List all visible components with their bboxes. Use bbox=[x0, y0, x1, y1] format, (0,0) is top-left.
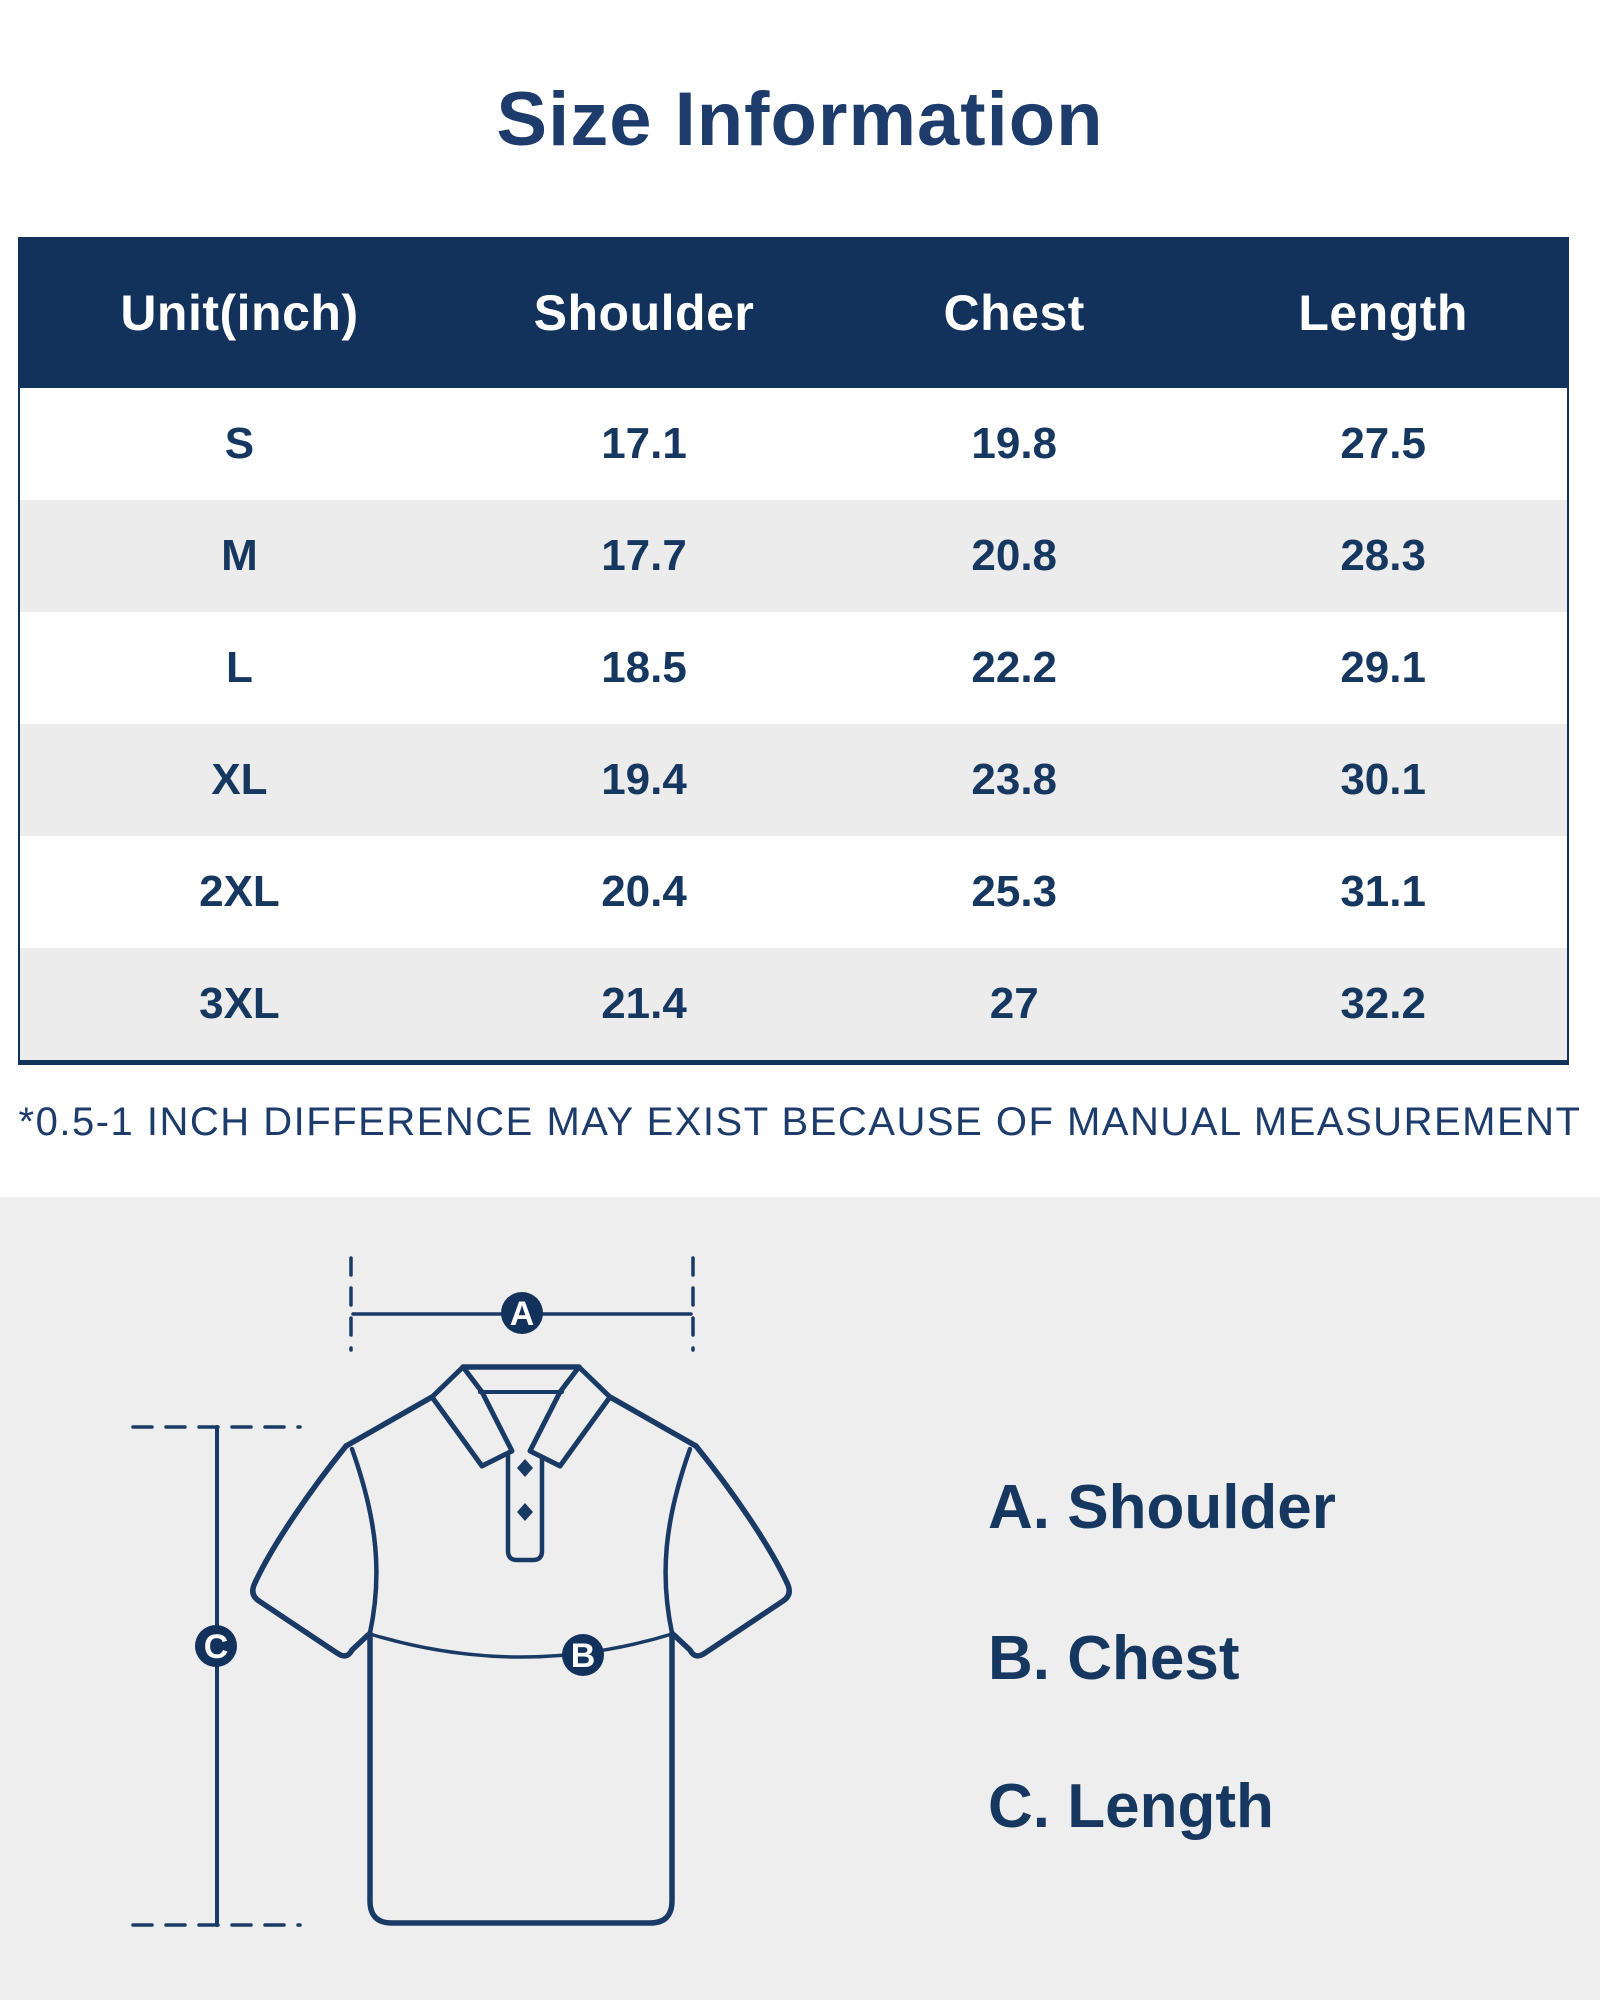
table-row bbox=[19, 612, 1568, 724]
button-top bbox=[517, 1459, 533, 1477]
polo-shirt-diagram bbox=[0, 1197, 1600, 2000]
size-label: 3XL bbox=[199, 979, 280, 1028]
length-badge-label: C bbox=[203, 1628, 229, 1666]
polo-shirt-outline bbox=[253, 1367, 789, 1923]
size-label: L bbox=[226, 643, 253, 692]
legend-chest: B. Chest bbox=[988, 1624, 1240, 1693]
chest-value: 23.8 bbox=[971, 755, 1058, 804]
legend-shoulder: A. Shoulder bbox=[988, 1473, 1336, 1542]
legend-length: C. Length bbox=[988, 1772, 1274, 1841]
shoulder-value: 17.7 bbox=[601, 531, 687, 580]
table-row bbox=[19, 948, 1568, 1063]
button-bottom bbox=[517, 1503, 533, 1521]
shoulder-value: 20.4 bbox=[601, 867, 687, 916]
measurement-note: *0.5-1 INCH DIFFERENCE MAY EXIST BECAUSE OF MANUAL MEASUREMENT bbox=[18, 1100, 1582, 1144]
length-value: 28.3 bbox=[1340, 531, 1426, 580]
chest-value: 22.2 bbox=[971, 643, 1058, 692]
size-label: 2XL bbox=[199, 867, 280, 916]
shoulder-value: 19.4 bbox=[601, 755, 687, 804]
length-value: 29.1 bbox=[1340, 643, 1426, 692]
table-row bbox=[19, 500, 1568, 612]
chest-value: 19.8 bbox=[971, 419, 1058, 468]
table-row bbox=[19, 836, 1568, 948]
chest-badge-label: B bbox=[570, 1637, 596, 1675]
length-value: 32.2 bbox=[1340, 979, 1426, 1028]
length-value: 30.1 bbox=[1340, 755, 1426, 804]
chest-value: 27 bbox=[989, 979, 1039, 1028]
shoulder-value: 18.5 bbox=[601, 643, 687, 692]
table-row bbox=[19, 724, 1568, 836]
length-value: 27.5 bbox=[1340, 419, 1426, 468]
length-measure-lines bbox=[133, 1427, 300, 1925]
table-row bbox=[19, 388, 1568, 500]
size-table bbox=[18, 237, 1569, 1065]
chest-value: 20.8 bbox=[971, 531, 1058, 580]
column-header-length: Length bbox=[1199, 237, 1568, 388]
shoulder-value: 17.1 bbox=[601, 419, 687, 468]
measurement-diagram-panel bbox=[0, 1197, 1600, 2000]
size-label: S bbox=[224, 419, 255, 468]
column-header-unit: Unit(inch) bbox=[19, 237, 459, 388]
chest-measure-line bbox=[370, 1634, 672, 1657]
size-label: M bbox=[221, 531, 258, 580]
length-value: 31.1 bbox=[1340, 867, 1426, 916]
size-table-header-row bbox=[19, 237, 1568, 388]
page-title: Size Information bbox=[496, 77, 1104, 162]
chest-value: 25.3 bbox=[971, 867, 1058, 916]
column-header-shoulder: Shoulder bbox=[459, 237, 829, 388]
column-header-chest: Chest bbox=[829, 237, 1199, 388]
size-label: XL bbox=[211, 755, 268, 804]
shoulder-badge-label: A bbox=[509, 1295, 535, 1333]
shoulder-value: 21.4 bbox=[601, 979, 687, 1028]
